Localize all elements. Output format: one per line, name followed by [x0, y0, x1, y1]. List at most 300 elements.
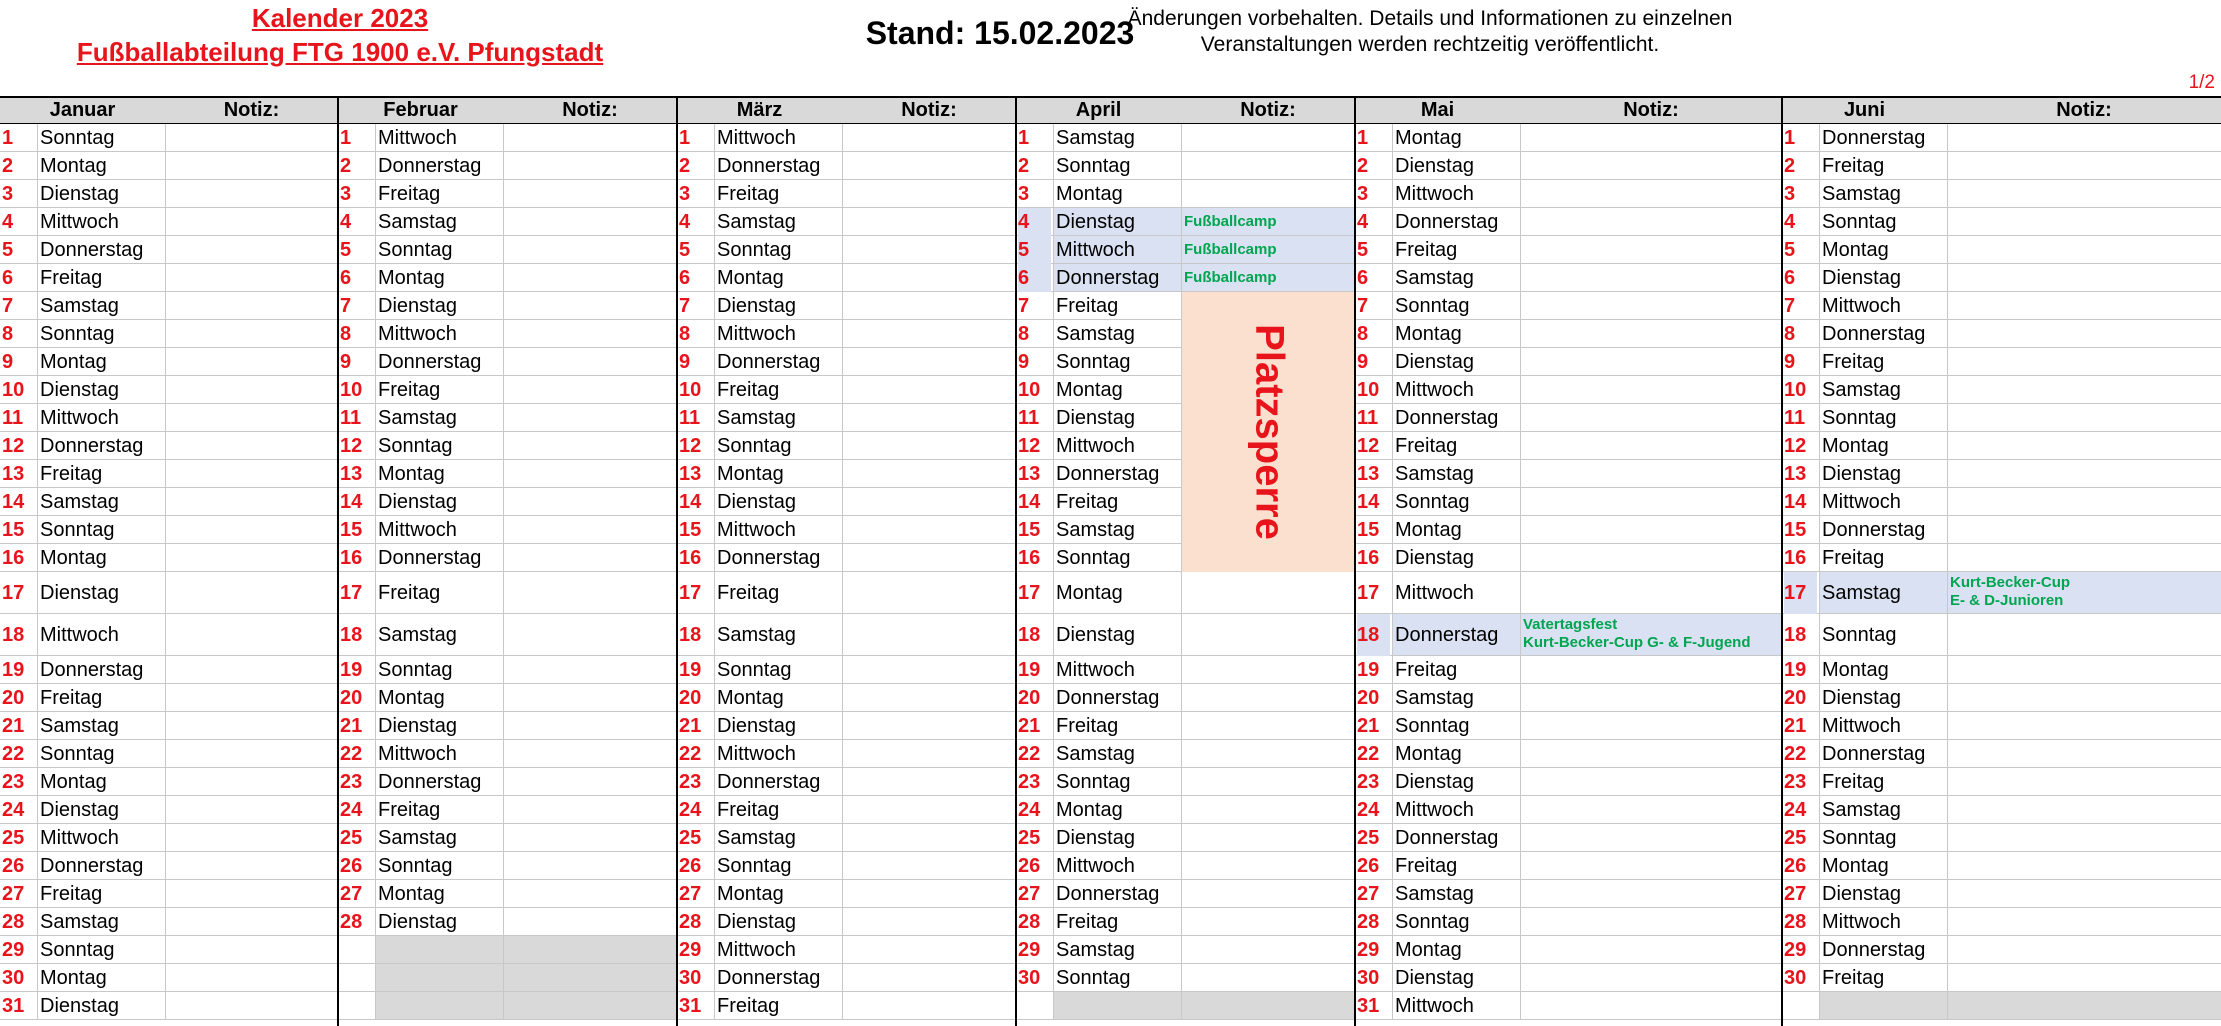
day-row [338, 180, 677, 208]
day-note [165, 656, 338, 683]
weekday: Dienstag [1819, 880, 1947, 907]
day-note [165, 712, 338, 739]
weekday: Montag [714, 684, 842, 711]
weekday: Freitag [714, 992, 842, 1019]
day-row [1782, 684, 2221, 712]
disclaimer-line-2: Veranstaltungen werden rechtzeitig veröffentlicht. [1200, 33, 1660, 56]
day-row [0, 768, 338, 796]
day-note [165, 936, 338, 963]
day-row [1782, 880, 2221, 908]
day-note [503, 516, 677, 543]
day-row [0, 124, 338, 152]
disclaimer-note [1050, 6, 1810, 58]
day-row [677, 712, 1016, 740]
day-note [165, 740, 338, 767]
day-note [503, 908, 677, 935]
day-row [1355, 572, 1782, 614]
weekday: Donnerstag [714, 544, 842, 571]
day-row [677, 404, 1016, 432]
day-note [1947, 908, 2221, 935]
weekday: Montag [1819, 852, 1947, 879]
weekday: Samstag [714, 614, 842, 655]
weekday: Montag [37, 964, 165, 991]
day-number: 26 [2, 855, 25, 877]
day-row [0, 908, 338, 936]
day-row [338, 852, 677, 880]
day-row [1016, 712, 1355, 740]
day-number: 17 [2, 582, 25, 604]
day-row [1016, 880, 1355, 908]
weekday: Donnerstag [1053, 264, 1181, 291]
weekday: Freitag [714, 796, 842, 823]
day-note [1520, 768, 1782, 795]
weekday: Montag [37, 768, 165, 795]
day-number: 10 [1018, 379, 1041, 401]
day-row [338, 348, 677, 376]
day-note [503, 180, 677, 207]
weekday: Montag [375, 880, 503, 907]
weekday: Montag [375, 684, 503, 711]
day-number: 27 [1784, 883, 1807, 905]
weekday: Montag [1392, 740, 1520, 767]
weekday: Freitag [1819, 348, 1947, 375]
day-number: 22 [1357, 743, 1380, 765]
day-note [842, 796, 1016, 823]
notiz-label: Notiz: [1240, 99, 1296, 121]
day-note [1520, 292, 1782, 319]
day-note [503, 432, 677, 459]
day-note [1181, 614, 1355, 655]
day-row [1355, 684, 1782, 712]
day-note [165, 824, 338, 851]
weekday: Samstag [37, 712, 165, 739]
day-row [0, 236, 338, 264]
day-number: 2 [1357, 155, 1369, 177]
day-note [842, 376, 1016, 403]
day-note [1947, 936, 2221, 963]
weekday: Samstag [714, 404, 842, 431]
day-number: 17 [340, 582, 363, 604]
weekday: Freitag [714, 572, 842, 613]
day-number: 24 [1357, 799, 1380, 821]
weekday: Donnerstag [37, 852, 165, 879]
day-number: 24 [340, 799, 363, 821]
day-number: 24 [679, 799, 702, 821]
month-name: März [736, 99, 783, 121]
day-note [165, 152, 338, 179]
day-number: 16 [1357, 547, 1380, 569]
day-note [1520, 404, 1782, 431]
day-number: 3 [1018, 183, 1030, 205]
day-row [677, 544, 1016, 572]
day-number: 14 [1018, 491, 1041, 513]
day-row [1016, 964, 1355, 992]
weekday: Samstag [1053, 124, 1181, 151]
day-number: 29 [1784, 939, 1807, 961]
day-note [842, 572, 1016, 613]
day-row [1782, 432, 2221, 460]
day-note [1520, 432, 1782, 459]
day-row [1355, 516, 1782, 544]
day-number: 2 [1784, 155, 1796, 177]
weekday: Mittwoch [714, 320, 842, 347]
day-note [503, 320, 677, 347]
weekday: Mittwoch [1053, 656, 1181, 683]
day-note [1947, 880, 2221, 907]
day-number: 16 [1784, 547, 1807, 569]
weekday: Dienstag [37, 376, 165, 403]
weekday: Freitag [1392, 432, 1520, 459]
weekday: Freitag [37, 264, 165, 291]
weekday: Freitag [37, 880, 165, 907]
day-row [1355, 348, 1782, 376]
weekday: Samstag [1392, 880, 1520, 907]
day-note [842, 852, 1016, 879]
day-number: 24 [1018, 799, 1041, 821]
day-number: 2 [679, 155, 691, 177]
day-number: 21 [1357, 715, 1380, 737]
day-note [1520, 572, 1782, 613]
day-row [0, 208, 338, 236]
day-note [503, 768, 677, 795]
day-number: 30 [1018, 967, 1041, 989]
day-row [338, 236, 677, 264]
day-row [1355, 768, 1782, 796]
day-number: 11 [1784, 407, 1806, 429]
day-number: 28 [2, 911, 25, 933]
day-note [503, 992, 677, 1019]
day-number: 28 [679, 911, 702, 933]
day-note [1520, 544, 1782, 571]
day-number: 1 [340, 127, 352, 149]
day-number: 9 [1784, 351, 1796, 373]
day-row [1355, 460, 1782, 488]
day-note [165, 236, 338, 263]
day-note [503, 712, 677, 739]
day-number: 17 [1357, 582, 1380, 604]
day-number: 6 [1018, 264, 1051, 292]
day-row [677, 488, 1016, 516]
day-row [1355, 152, 1782, 180]
day-row [1782, 180, 2221, 208]
weekday: Samstag [375, 208, 503, 235]
weekday: Montag [714, 460, 842, 487]
day-number: 8 [1784, 323, 1796, 345]
day-row [1355, 404, 1782, 432]
month-name: Januar [49, 99, 116, 121]
day-row [338, 908, 677, 936]
weekday: Dienstag [714, 292, 842, 319]
day-note [503, 208, 677, 235]
day-row [1016, 684, 1355, 712]
day-row [677, 768, 1016, 796]
day-note [842, 236, 1016, 263]
day-number: 3 [340, 183, 352, 205]
day-row [1782, 544, 2221, 572]
day-number: 9 [679, 351, 691, 373]
day-row [1355, 796, 1782, 824]
day-note [165, 292, 338, 319]
weekday: Freitag [1819, 768, 1947, 795]
day-row [0, 656, 338, 684]
day-row [1355, 264, 1782, 292]
weekday: Mittwoch [375, 516, 503, 543]
day-note [842, 460, 1016, 487]
day-row [1016, 852, 1355, 880]
day-row [1782, 852, 2221, 880]
weekday: Dienstag [1392, 544, 1520, 571]
weekday: Dienstag [714, 908, 842, 935]
day-note [1181, 992, 1355, 1019]
day-number: 22 [2, 743, 25, 765]
day-note [165, 320, 338, 347]
day-number: 6 [2, 267, 14, 289]
day-number: 10 [340, 379, 363, 401]
page-indicator: 1/2 [2188, 72, 2215, 93]
day-row [1016, 768, 1355, 796]
day-row [1016, 992, 1355, 1020]
day-row [338, 964, 677, 992]
day-note [1181, 852, 1355, 879]
day-note [1520, 152, 1782, 179]
notiz-label: Notiz: [1623, 99, 1679, 121]
day-number: 26 [1357, 855, 1380, 877]
day-row [1355, 712, 1782, 740]
weekday: Montag [1053, 376, 1181, 403]
day-number: 20 [679, 687, 702, 709]
weekday: Sonntag [1819, 208, 1947, 235]
day-note [503, 488, 677, 515]
day-number: 1 [1018, 127, 1030, 149]
day-note [503, 614, 677, 655]
day-number: 25 [1357, 827, 1380, 849]
day-note [503, 964, 677, 991]
day-row [1782, 348, 2221, 376]
day-row [0, 614, 338, 656]
day-note [1181, 768, 1355, 795]
weekday: Donnerstag [1392, 208, 1520, 235]
day-number: 13 [340, 463, 363, 485]
day-number: 30 [1784, 967, 1807, 989]
day-note [165, 180, 338, 207]
day-row [1016, 824, 1355, 852]
weekday: Freitag [1053, 712, 1181, 739]
weekday: Mittwoch [1392, 572, 1520, 613]
day-number: 13 [1357, 463, 1380, 485]
weekday: Mittwoch [375, 740, 503, 767]
day-row [1782, 292, 2221, 320]
notiz-label: Notiz: [223, 99, 280, 121]
day-note [1947, 824, 2221, 851]
day-row [1355, 208, 1782, 236]
day-number: 6 [679, 267, 691, 289]
note-line: Fußballcamp [1184, 269, 1277, 286]
day-note [1947, 614, 2221, 655]
day-note [1181, 124, 1355, 151]
day-number: 22 [1018, 743, 1041, 765]
weekday: Donnerstag [1053, 684, 1181, 711]
weekday: Donnerstag [1819, 516, 1947, 543]
day-number: 19 [340, 659, 363, 681]
day-note [1947, 712, 2221, 739]
day-note [1181, 208, 1355, 235]
day-note [165, 614, 338, 655]
weekday: Montag [1819, 432, 1947, 459]
day-number: 29 [2, 939, 25, 961]
weekday: Montag [37, 348, 165, 375]
weekday: Donnerstag [714, 152, 842, 179]
weekday: Donnerstag [714, 964, 842, 991]
day-row [1355, 880, 1782, 908]
day-note [1181, 180, 1355, 207]
weekday: Montag [1392, 936, 1520, 963]
weekday: Mittwoch [1819, 488, 1947, 515]
day-number: 19 [1018, 659, 1041, 681]
weekday: Mittwoch [714, 516, 842, 543]
weekday: Sonntag [1053, 768, 1181, 795]
weekday: Freitag [714, 376, 842, 403]
day-note [842, 992, 1016, 1019]
weekday: Samstag [37, 908, 165, 935]
weekday: Sonntag [375, 852, 503, 879]
day-note [503, 152, 677, 179]
day-note [1181, 964, 1355, 991]
day-row [677, 124, 1016, 152]
day-note [842, 180, 1016, 207]
month-divider [1781, 96, 1783, 1026]
day-number: 4 [679, 211, 691, 233]
day-note [1520, 796, 1782, 823]
day-number: 7 [1784, 295, 1796, 317]
day-row [1782, 740, 2221, 768]
weekday: Donnerstag [375, 544, 503, 571]
month-divider [1354, 96, 1356, 1026]
day-number: 4 [340, 211, 352, 233]
weekday: Samstag [1053, 516, 1181, 543]
day-row [0, 320, 338, 348]
weekday: Dienstag [1053, 824, 1181, 851]
day-note [842, 936, 1016, 963]
weekday: Mittwoch [714, 124, 842, 151]
day-number: 13 [1018, 463, 1041, 485]
weekday: Freitag [1392, 852, 1520, 879]
day-number: 26 [1784, 855, 1807, 877]
weekday: Dienstag [37, 180, 165, 207]
day-note [1947, 236, 2221, 263]
day-row [677, 908, 1016, 936]
month-name: April [1075, 99, 1122, 121]
day-number: 15 [679, 519, 702, 541]
day-number: 3 [1357, 183, 1369, 205]
day-number: 26 [679, 855, 702, 877]
day-number: 31 [1357, 995, 1380, 1017]
day-number: 15 [2, 519, 25, 541]
weekday: Samstag [375, 824, 503, 851]
day-row [338, 712, 677, 740]
weekday [375, 964, 503, 991]
weekday: Dienstag [375, 488, 503, 515]
day-number: 27 [2, 883, 25, 905]
day-row [1016, 208, 1355, 236]
day-number: 14 [1357, 491, 1380, 513]
day-note [165, 684, 338, 711]
day-number: 28 [1018, 911, 1041, 933]
day-row [1016, 180, 1355, 208]
weekday: Donnerstag [37, 236, 165, 263]
day-note [1520, 908, 1782, 935]
day-note [503, 796, 677, 823]
day-number: 3 [2, 183, 14, 205]
weekday: Montag [1819, 656, 1947, 683]
day-number: 1 [2, 127, 14, 149]
day-row [338, 796, 677, 824]
day-row [338, 488, 677, 516]
day-note [165, 460, 338, 487]
day-row [677, 460, 1016, 488]
weekday: Sonntag [37, 936, 165, 963]
day-number: 16 [2, 547, 25, 569]
day-note [1947, 768, 2221, 795]
day-row [1016, 796, 1355, 824]
day-row [1782, 824, 2221, 852]
day-number: 25 [1784, 827, 1807, 849]
day-row [677, 208, 1016, 236]
weekday: Montag [1392, 516, 1520, 543]
day-number: 20 [1357, 687, 1380, 709]
weekday: Sonntag [37, 740, 165, 767]
day-number: 28 [1784, 911, 1807, 933]
weekday: Montag [375, 460, 503, 487]
day-note [503, 572, 677, 613]
day-number: 11 [2, 407, 24, 429]
month-header-1 [338, 96, 677, 124]
day-note [503, 656, 677, 683]
day-number: 31 [2, 995, 25, 1017]
note-line: Fußballcamp [1184, 241, 1277, 258]
day-number: 15 [340, 519, 363, 541]
weekday: Dienstag [375, 908, 503, 935]
day-number: 22 [679, 743, 702, 765]
day-note [1520, 236, 1782, 263]
month-header-0 [0, 96, 338, 124]
day-note [1181, 684, 1355, 711]
day-note [842, 292, 1016, 319]
day-note [1947, 460, 2221, 487]
day-number: 21 [1018, 715, 1041, 737]
weekday: Freitag [1053, 292, 1181, 319]
day-row [1782, 614, 2221, 656]
weekday: Sonntag [1392, 712, 1520, 739]
weekday: Mittwoch [1053, 852, 1181, 879]
day-number: 9 [1357, 351, 1369, 373]
weekday: Mittwoch [1053, 236, 1181, 263]
day-note [1520, 208, 1782, 235]
day-row [0, 516, 338, 544]
day-number: 29 [1357, 939, 1380, 961]
notiz-label: Notiz: [562, 99, 618, 121]
day-row [677, 348, 1016, 376]
weekday: Dienstag [1819, 684, 1947, 711]
weekday: Donnerstag [375, 348, 503, 375]
day-row [677, 236, 1016, 264]
notiz-label: Notiz: [901, 99, 957, 121]
day-row [1355, 124, 1782, 152]
weekday: Freitag [37, 460, 165, 487]
weekday: Donnerstag [1392, 824, 1520, 851]
weekday: Donnerstag [714, 348, 842, 375]
day-number: 30 [679, 967, 702, 989]
day-note [1520, 824, 1782, 851]
